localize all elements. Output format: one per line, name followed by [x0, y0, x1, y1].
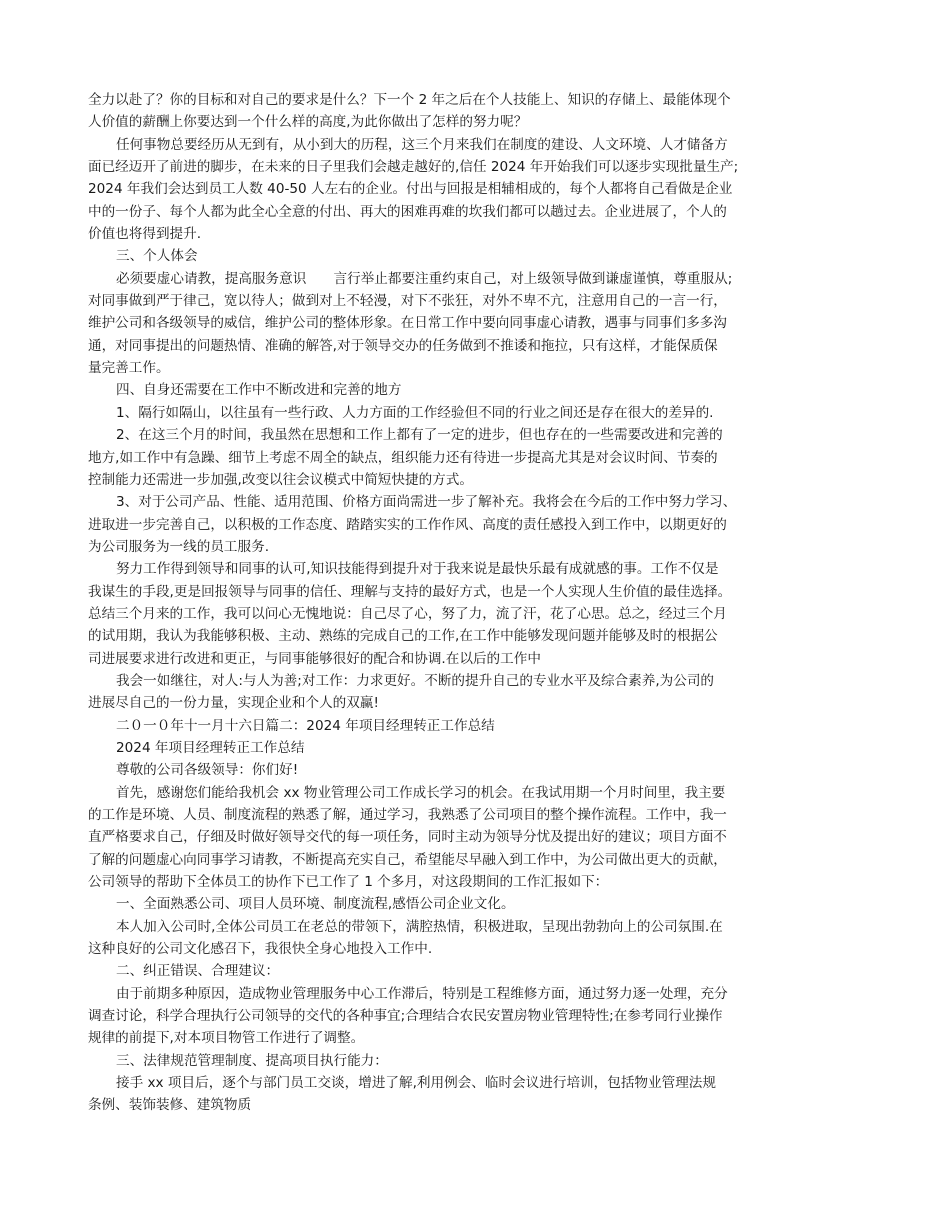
text-line: 为公司服务为一线的员工服务. — [88, 538, 270, 555]
text-line: 量完善工作。 — [88, 360, 170, 377]
text-line: 我谋生的手段,更是回报领导与同事的信任、理解与支持的最好方式，也是一个人实现人生价值的最佳选择。 — [88, 583, 732, 600]
text-line: 面已经迈开了前进的脚步，在未来的日子里我们会越走越好的,信任 2024 年开始我们可以逐步实现批量生产; — [88, 159, 739, 176]
text-line: 通，对同事提出的问题热情、准确的解答,对于领导交办的任务做到不推诿和拖拉，只有这样，才能保质保 — [88, 337, 718, 354]
text-line: 司进展要求进行改进和更正，与同事能够很好的配合和协调.在以后的工作中 — [88, 650, 541, 667]
text-line: 对同事做到严于律己，宽以待人；做到对上不轻漫，对下不张狂，对外不卑不亢，注意用自己的一言一行， — [88, 293, 727, 310]
text-line: 规律的前提下,对本项目物管工作进行了调整。 — [88, 1030, 365, 1047]
text-line: 这种良好的公司文化感召下，我很快全身心地投入工作中. — [88, 941, 433, 958]
text-line: 由于前期多种原因，造成物业管理服务中心工作滞后，特别是工程维修方面，通过努力逐一处理，充分 — [116, 985, 728, 1002]
text-line: 2、在这三个月的时间，我虽然在思想和工作上都有了一定的进步，但也存在的一些需要改进和完善的 — [116, 427, 723, 444]
text-line: 控制能力还需进一步加强,改变以往会议模式中简短快捷的方式。 — [88, 471, 473, 488]
text-line: 中的一份子、每个人都为此全心全意的付出、再大的困难再难的坎我们都可以趟过去。企业进展了，个人的 — [88, 203, 727, 220]
text-line: 首先，感谢您们能给我机会 xx 物业管理公司工作成长学习的机会。在我试用期一个月时间里，我主要 — [116, 784, 726, 801]
text-line: 二、纠正错误、合理建议： — [116, 963, 280, 980]
text-line: 的试用期，我认为我能够积极、主动、熟练的完成自己的工作,在工作中能够发现问题并能够及时的根据公 — [88, 628, 718, 645]
text-line: 直严格要求自己，仔细及时做好领导交代的每一项任务，同时主动为领导分忧及提出好的建议；项目方面不 — [88, 829, 727, 846]
text-line: 调查讨论，科学合理执行公司领导的交代的各种事宜;合理结合农民安置房物业管理特性;在参考同行业操作 — [88, 1008, 723, 1025]
text-line: 了解的问题虚心向同事学习请教，不断提高充实自己，希望能尽早融入到工作中，为公司做出更大的贡献， — [88, 851, 727, 868]
document-page — [88, 89, 863, 1117]
text-line: 任何事物总要经历从无到有，从小到大的历程，这三个月来我们在制度的建设、人文环境、人才储备方 — [116, 136, 728, 153]
text-line: 条例、装饰装修、建筑物质 — [88, 1097, 252, 1114]
text-line: 我会一如继往，对人:与人为善;对工作：力求更好。不断的提升自己的专业水平及综合素养,为公司的 — [116, 672, 715, 689]
text-line: 1、隔行如隔山，以往虽有一些行政、人力方面的工作经验但不同的行业之间还是存在很大的差异的. — [116, 404, 714, 421]
text-line: 价值也将得到提升. — [88, 226, 202, 243]
text-line: 二０一０年十一月十六日篇二：2024 年项目经理转正工作总结 — [116, 717, 495, 734]
text-line: 2024 年项目经理转正工作总结 — [116, 739, 305, 756]
text-line: 的工作是环境、人员、制度流程的熟悉了解，通过学习，我熟悉了公司项目的整个操作流程。工作中，我一 — [88, 807, 727, 823]
text-line: 3、对于公司产品、性能、适用范围、价格方面尚需进一步了解补充。我将会在今后的工作中努力学习、 — [116, 494, 737, 511]
text-line: 必须要虚心请教，提高服务意识 言行举止都要注重约束自己，对上级领导做到谦虚谨慎，尊重服从; — [116, 270, 733, 287]
text-line: 维护公司和各级领导的威信，维护公司的整体形象。在日常工作中要向同事虚心请教，遇事与同事们多多沟 — [88, 315, 727, 332]
text-line: 三、法律规范管理制度、提高项目执行能力： — [116, 1052, 388, 1069]
text-line: 总结三个月来的工作，我可以问心无愧地说：自己尽了心，努了力，流了汗，花了心思。总之，经过三个月 — [88, 605, 727, 622]
text-line: 四、自身还需要在工作中不断改进和完善的地方 — [116, 382, 402, 399]
text-line: 2024 年我们会达到员工人数 40-50 人左右的企业。付出与回报是相辅相成的，每个人都将自己看做是企业 — [88, 181, 733, 198]
text-line: 三、个人体会 — [116, 248, 198, 265]
text-line: 尊敬的公司各级领导：你们好! — [116, 762, 299, 779]
text-line: 一、全面熟悉公司、项目人员环境、制度流程,感悟公司企业文化。 — [116, 896, 515, 913]
text-line: 进取进一步完善自己，以积极的工作态度、踏踏实实的工作作风、高度的责任感投入到工作中，以期更好的 — [88, 516, 727, 533]
text-line: 公司领导的帮助下全体员工的协作下已工作了 1 个多月，对这段期间的工作汇报如下： — [88, 874, 609, 891]
text-line: 本人加入公司时,全体公司员工在老总的带领下，满腔热情，积极进取，呈现出勃勃向上的公司氛围.在 — [116, 918, 723, 935]
text-line: 接手 xx 项目后，逐个与部门员工交谈，增进了解,利用例会、临时会议进行培训，包括物业管理法规 — [116, 1075, 716, 1092]
text-line: 地方,如工作中有急躁、细节上考虑不周全的缺点，组织能力还有待进一步提高尤其是对会议时间、节奏的 — [88, 449, 718, 466]
text-line: 进展尽自己的一份力量，实现企业和个人的双赢! — [88, 695, 379, 712]
text-line: 全力以赴了？你的目标和对自己的要求是什么？下一个 2 年之后在个人技能上、知识的存储上、最能体现个 — [88, 92, 731, 108]
text-line: 人价值的薪酬上你要达到一个什么样的高度,为此你做出了怎样的努力呢？ — [88, 114, 528, 131]
text-line: 努力工作得到领导和同事的认可,知识技能得到提升对于我来说是最快乐最有成就感的事。工作不仅是 — [116, 561, 719, 578]
